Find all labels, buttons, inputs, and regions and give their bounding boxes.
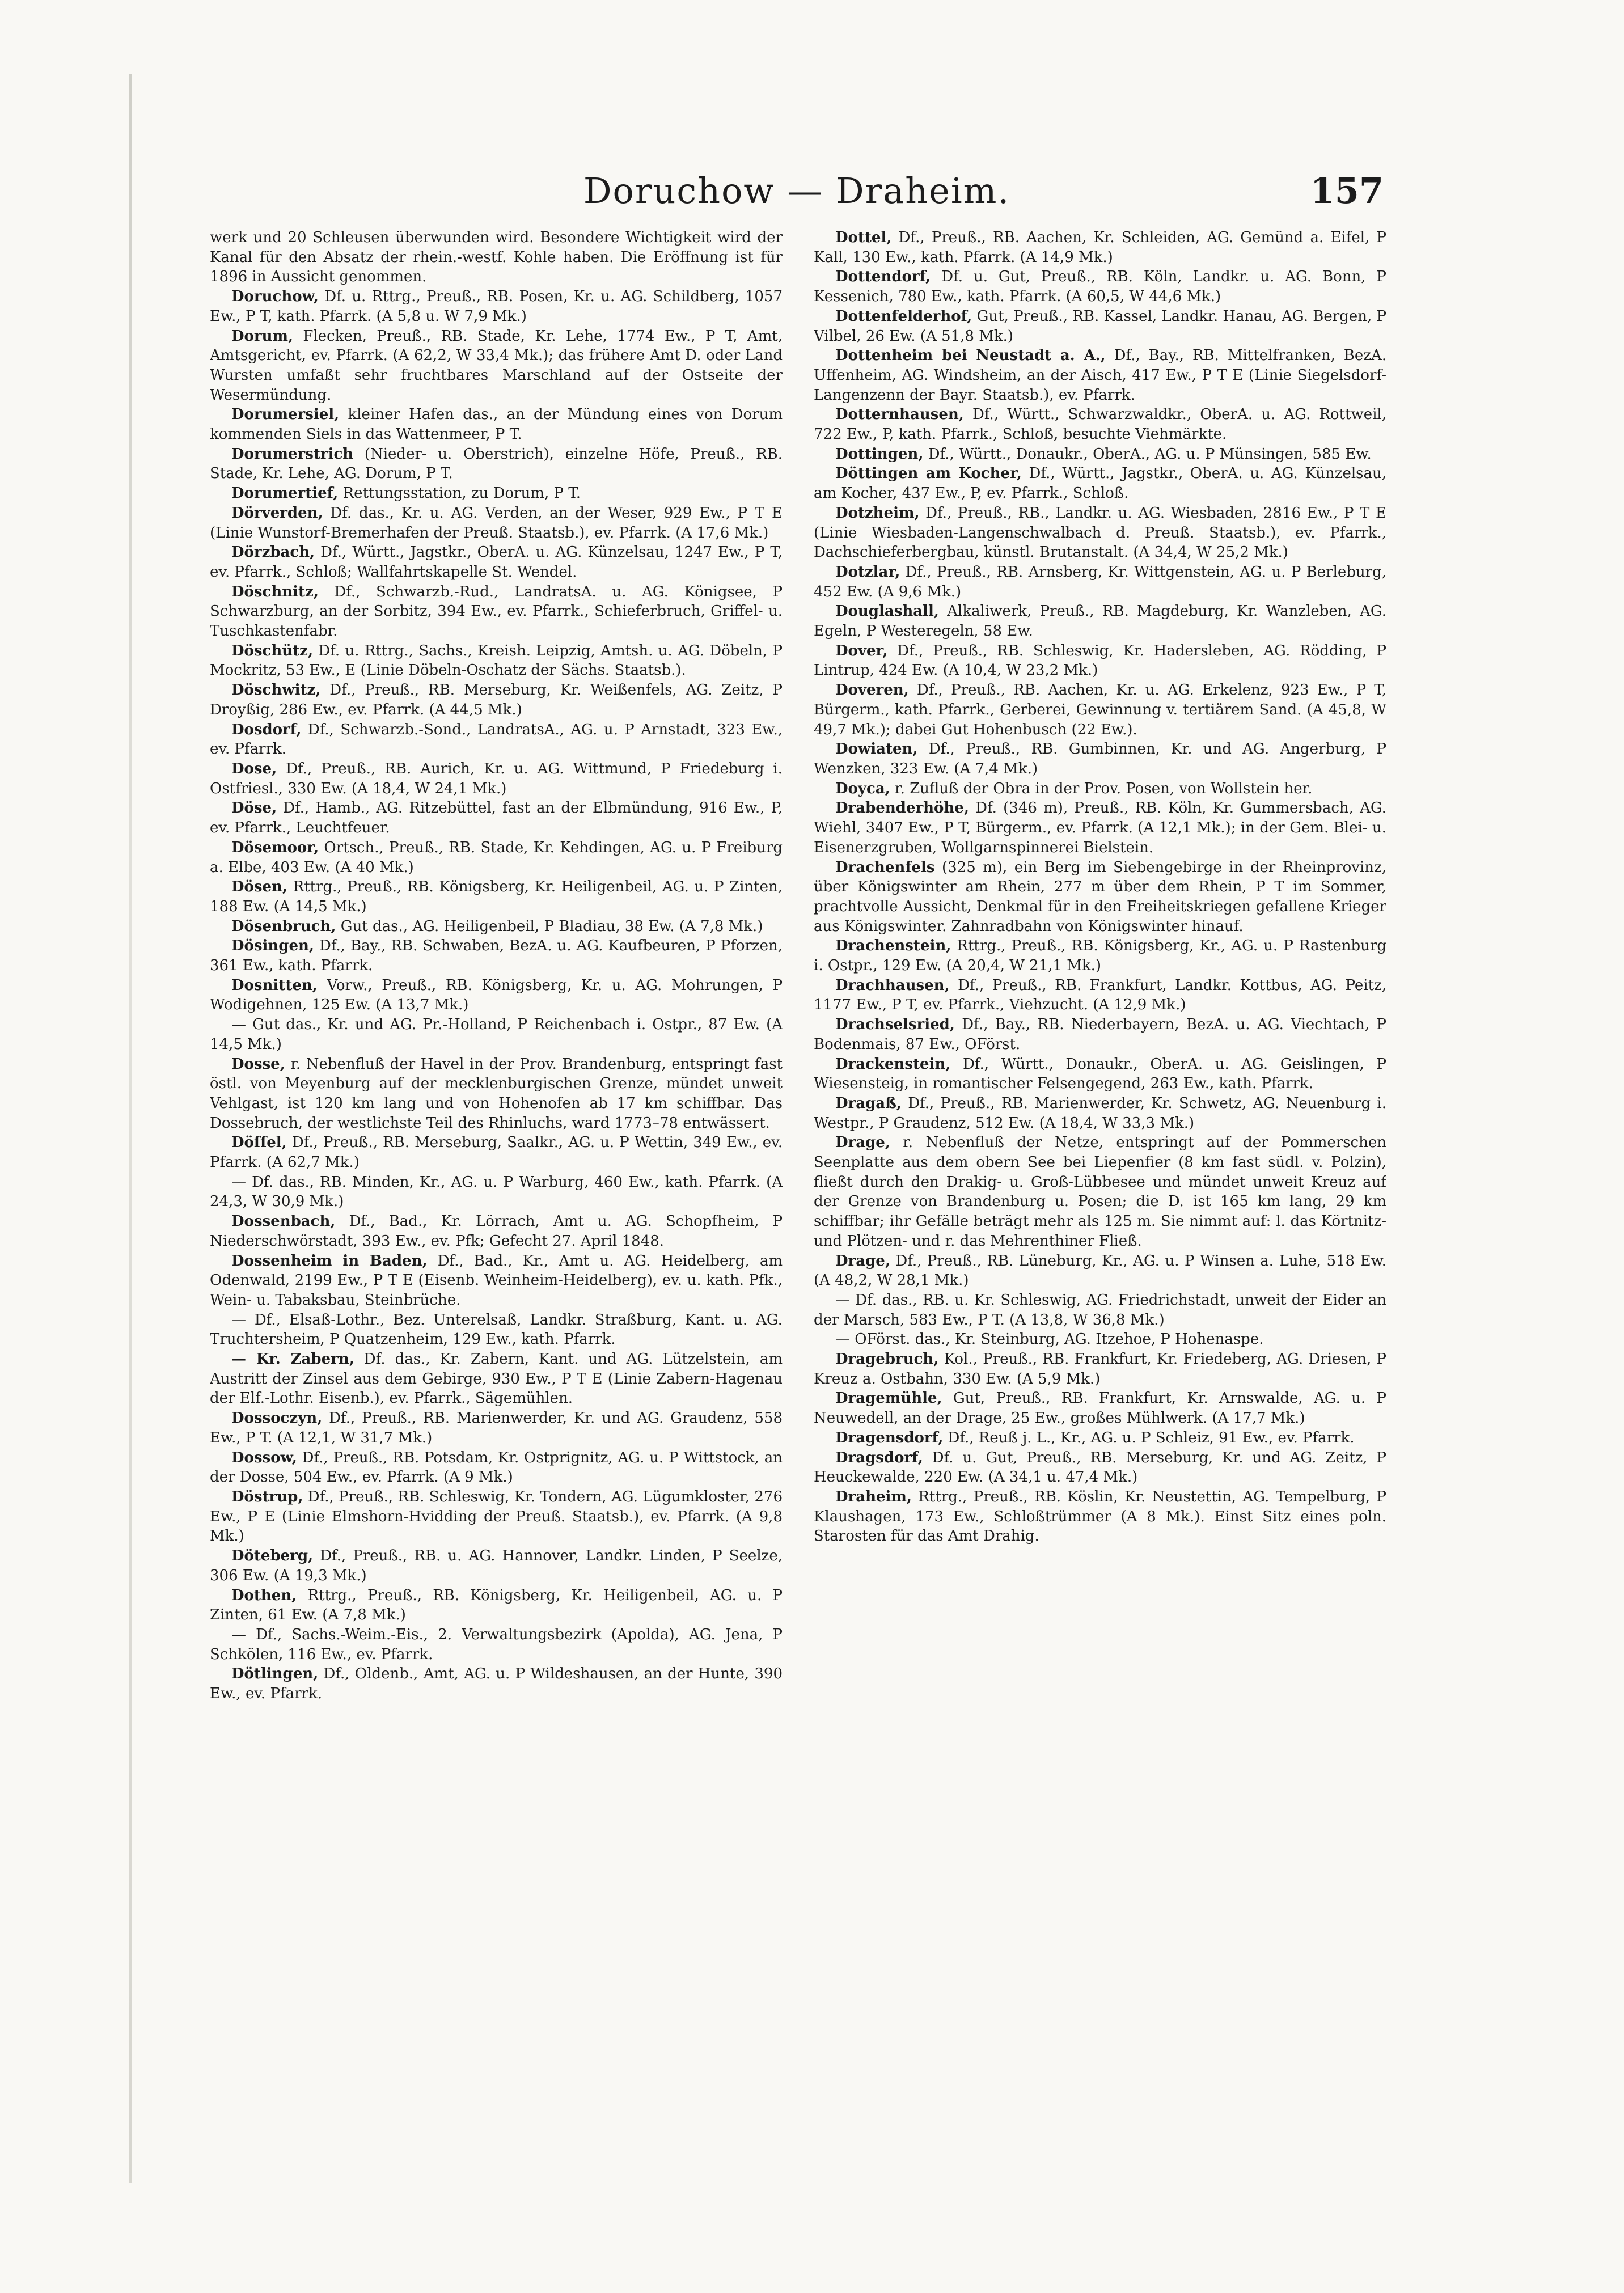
dictionary-entry: [210, 838, 783, 877]
entry-text: Df., Preuß., RB. Schleswig, Kr. Tondern, AG. Lügumkloster, 276 Ew., P E (Linie Elmshorn-Hvidding der Preuß. Staatsb.), ev. Pfarrk. (A 9,8 Mk.): [210, 1488, 783, 1545]
entry-headword: Döteberg,: [231, 1547, 314, 1565]
entry-headword: Dörzbach,: [231, 544, 315, 561]
dictionary-entry: [814, 562, 1386, 602]
entry-text: Df., Preuß., RB. Frankfurt, Landkr. Kottbus, AG. Peitz, 1177 Ew., P T, ev. Pfarrk., Viehzucht. (A 12,9 Mk.): [814, 976, 1386, 1014]
dictionary-entry: [210, 1015, 783, 1054]
entry-headword: Drage,: [835, 1252, 890, 1270]
dictionary-entry: [814, 228, 1386, 267]
dictionary-entry: [210, 228, 783, 287]
page-header: [210, 170, 1384, 221]
dictionary-entry: [210, 877, 783, 916]
entry-text: Df., Preuß., RB. Merseburg, Saalkr., AG. u. P Wettin, 349 Ew., ev. Pfarrk. (A 62,7 Mk.): [210, 1134, 783, 1171]
entry-text: Df., Preuß., RB. Marienwerder, Kr. und AG. Graudenz, 558 Ew., P T. (A 12,1, W 31,7 Mk.): [210, 1410, 783, 1446]
entry-headword: Dragsdorf,: [835, 1449, 923, 1466]
entry-text: Df., Preuß., RB., Landkr. u. AG. Wiesbaden, 2816 Ew., P T E (Linie Wiesbaden-Langenschwalbach d. Preuß. Staatsb.), ev. Pfarrk., Dachschieferbergbau, künstl. Brutanstalt. (A 34,4, W 25,2 Mk.): [814, 504, 1386, 561]
entry-text: Rttrg., Preuß., RB. Köslin, Kr. Neustettin, AG. Tempelburg, P Klaushagen, 173 Ew., Schloßtrümmer (A 8 Mk.). Einst Sitz eines poln. Starosten für das Amt Drahig.: [814, 1488, 1386, 1545]
entry-headword: Dösenbruch,: [231, 917, 336, 935]
entry-text: Gut, Preuß., RB. Kassel, Landkr. Hanau, AG. Bergen, P Vilbel, 26 Ew. (A 51,8 Mk.): [814, 307, 1386, 345]
entry-headword: Draheim,: [835, 1488, 912, 1505]
entry-text: Df., Preuß., RB. Aachen, Kr. Schleiden, AG. Gemünd a. Eifel, P Kall, 130 Ew., kath. Pfarrk. (A 14,9 Mk.): [814, 229, 1386, 266]
dictionary-entry: [210, 720, 783, 759]
entry-headword: Dösen,: [231, 878, 288, 896]
entry-text: Df., Bay., RB. Mittelfranken, BezA. Uffenheim, AG. Windsheim, an der Aisch, 417 Ew., P T E (Linie Siegelsdorf-Langenzenn der Bayr. Staatsb.), ev. Pfarrk.: [814, 347, 1386, 404]
entry-headword: Dragemühle,: [835, 1390, 942, 1407]
dictionary-entry: [210, 1173, 783, 1212]
entry-text: Df. u. Rttrg., Sachs., Kreish. Leipzig, Amtsh. u. AG. Döbeln, P Mockritz, 53 Ew., E (Linie Döbeln-Oschatz der Sächs. Staatsb.).: [210, 642, 783, 679]
entry-text: Df., Schwarzb.-Rud., LandratsA. u. AG. Königsee, P Schwarzburg, an der Sorbitz, 394 Ew., ev. Pfarrk., Schieferbruch, Griffel- u. Tuschkastenfabr.: [210, 583, 783, 640]
dictionary-entry: [814, 1487, 1386, 1546]
dictionary-entry: [210, 1349, 783, 1408]
entry-text: Df., Schwarzb.-Sond., LandratsA., AG. u. P Arnstadt, 323 Ew., ev. Pfarrk.: [210, 721, 783, 758]
dictionary-entry: [210, 504, 783, 543]
entry-headword: Dösingen,: [231, 937, 314, 955]
dictionary-entry: [210, 1586, 783, 1625]
entry-text: — Gut das., Kr. und AG. Pr.-Holland, P Reichenbach i. Ostpr., 87 Ew. (A 14,5 Mk.): [210, 1016, 783, 1053]
dictionary-entry: [814, 798, 1386, 857]
entry-text: Rttrg., Preuß., RB. Königsberg, Kr., AG. u. P Rastenburg i. Ostpr., 129 Ew. (A 20,4, W 21,1 Mk.): [814, 937, 1386, 975]
entry-text: Df. das., Kr. Zabern, Kant. und AG. Lützelstein, am Austritt der Zinsel aus dem Gebirge, 930 Ew., P T E (Linie Zabern-Hagenau der Elf.-Lothr. Eisenb.), ev. Pfarrk., Sägemühlen.: [210, 1351, 783, 1407]
entry-headword: Drachselsried,: [835, 1016, 955, 1034]
dictionary-entry: [814, 307, 1386, 346]
entry-headword: Drachenstein,: [835, 937, 951, 955]
dictionary-entry: [814, 936, 1386, 975]
entry-headword: Dothen,: [231, 1587, 297, 1604]
dictionary-entry: [210, 798, 783, 837]
dictionary-entry: [210, 976, 783, 1015]
dictionary-entry: [210, 1310, 783, 1349]
dictionary-entry: [210, 1448, 783, 1487]
entry-headword: Doveren,: [835, 682, 909, 699]
entry-text: Df. u. Rttrg., Preuß., RB. Posen, Kr. u. AG. Schildberg, 1057 Ew., P T, kath. Pfarrk. (A 5,8 u. W 7,9 Mk.): [210, 288, 783, 325]
entry-headword: Dottenheim bei Neustadt a. A.,: [835, 347, 1106, 365]
entry-headword: Dottenfelderhof,: [835, 307, 972, 325]
entry-headword: Drachenfels: [835, 858, 935, 876]
entry-text: Df., Bay., RB. Niederbayern, BezA. u. AG. Viechtach, P Bodenmais, 87 Ew., OFörst.: [814, 1016, 1386, 1053]
entry-text: (325 m), ein Berg im Siebengebirge in der Rheinprovinz, über Königswinter am Rhein, 277 m über dem Rhein, P T im Sommer, prachtvolle Aussicht, Denkmal für in den Freiheitskriegen gefallene Krieger aus Königswinter. Zahnradbahn von Königswinter hinauf.: [814, 858, 1386, 935]
dictionary-entry: [210, 1625, 783, 1664]
entry-headword: Dottel,: [835, 229, 892, 246]
entry-text: Df., Preuß., RB. Marienwerder, Kr. Schwetz, AG. Neuenburg i. Westpr., P Graudenz, 512 Ew. (A 18,4, W 33,3 Mk.): [814, 1094, 1386, 1132]
entry-text: Df., Hamb., AG. Ritzebüttel, fast an der Elbmündung, 916 Ew., P, ev. Pfarrk., Leuchtfeuer.: [210, 799, 783, 837]
entry-headword: Dorum,: [231, 327, 294, 345]
entry-headword: Dossenheim in Baden,: [231, 1252, 428, 1270]
entry-text: Df., Bay., RB. Schwaben, BezA. u. AG. Kaufbeuren, P Pforzen, 361 Ew., kath. Pfarrk.: [210, 937, 783, 975]
dictionary-entry: [210, 1133, 783, 1172]
entry-text: Df., Oldenb., Amt, AG. u. P Wildeshausen, an der Hunte, 390 Ew., ev. Pfarrk.: [210, 1665, 783, 1703]
entry-headword: Doyca,: [835, 780, 890, 797]
entry-headword: Dossoczyn,: [231, 1410, 323, 1427]
entry-headword: Dorumertief,: [231, 485, 339, 502]
entry-headword: Dragaß,: [835, 1094, 902, 1112]
entry-headword: Döschütz,: [231, 642, 313, 659]
entry-headword: Dose,: [231, 760, 277, 777]
entry-text: Df., Württ., Donaukr., OberA., AG. u. P Münsingen, 585 Ew.: [923, 445, 1372, 463]
dictionary-entry: [814, 405, 1386, 444]
dictionary-entry: [814, 1133, 1386, 1251]
entry-headword: Döstrup,: [231, 1488, 303, 1505]
entry-headword: Döschwitz,: [231, 682, 321, 699]
dictionary-entry: [814, 602, 1386, 641]
dictionary-entry: [210, 1546, 783, 1585]
entry-text: Df., Preuß., RB. Potsdam, Kr. Ostprignitz, AG. u. P Wittstock, an der Dosse, 504 Ew., ev. Pfarrk. (A 9 Mk.): [210, 1449, 783, 1486]
dictionary-entry: [210, 1251, 783, 1310]
entry-text: Df., Preuß., RB. Lüneburg, Kr., AG. u. P Winsen a. Luhe, 518 Ew. (A 48,2, W 28,1 Mk.): [814, 1252, 1386, 1289]
dictionary-entry: [210, 327, 783, 405]
dictionary-entry: [814, 1389, 1386, 1428]
entry-text: Rttrg., Preuß., RB. Königsberg, Kr. Heiligenbeil, AG. u. P Zinten, 188 Ew. (A 14,5 Mk.): [210, 878, 783, 915]
dictionary-entry: [210, 1487, 783, 1546]
entry-headword: Dötlingen,: [231, 1665, 319, 1683]
entry-text: Df., Württ., Schwarzwaldkr., OberA. u. AG. Rottweil, 722 Ew., P, kath. Pfarrk., Schloß, besuchte Viehmärkte.: [814, 406, 1386, 443]
dictionary-entry: [814, 1428, 1386, 1448]
dictionary-entry: [814, 739, 1386, 779]
entry-text: — OFörst. das., Kr. Steinburg, AG. Itzehoe, P Hohenaspe.: [835, 1331, 1264, 1348]
dictionary-entry: [814, 267, 1386, 306]
dictionary-entry: [210, 1212, 783, 1251]
dictionary-entry: [814, 1055, 1386, 1094]
entry-headword: Dover,: [835, 642, 888, 659]
entry-headword: Dotzheim,: [835, 504, 920, 522]
entry-headword: Dosdorf,: [231, 721, 302, 738]
entry-text: Df., Reuß j. L., Kr., AG. u. P Schleiz, 91 Ew., ev. Pfarrk.: [943, 1429, 1355, 1446]
dictionary-entry: [814, 680, 1386, 739]
entry-headword: Drackenstein,: [835, 1055, 951, 1073]
entry-text: Df., Bad., Kr. Lörrach, Amt u. AG. Schopfheim, P Niederschwörstadt, 393 Ew., ev. Pfk; Gefecht 27. April 1848.: [210, 1213, 783, 1250]
dictionary-entry: [814, 1330, 1386, 1349]
dictionary-entry: [210, 936, 783, 975]
dictionary-entry: [814, 1015, 1386, 1054]
entry-text: Alkaliwerk, Preuß., RB. Magdeburg, Kr. Wanzleben, AG. Egeln, P Westeregeln, 58 Ew.: [814, 603, 1386, 640]
entry-text: — Df., Sachs.-Weim.-Eis., 2. Verwaltungsbezirk (Apolda), AG. Jena, P Schkölen, 116 Ew., ev. Pfarrk.: [210, 1626, 783, 1663]
dictionary-entry: [814, 1094, 1386, 1133]
dictionary-entry: [814, 1251, 1386, 1291]
entry-text: Df., Preuß., RB. Aachen, Kr. u. AG. Erkelenz, 923 Ew., P T, Bürgerm., kath. Pfarrk., Gerberei, Gewinnung v. tertiärem Sand. (A 45,8, W 49,7 Mk.); dabei Gut Hohenbusch (22 Ew.).: [814, 682, 1386, 738]
entry-text: Df., Württ., Donaukr., OberA. u. AG. Geislingen, P Wiesensteig, in romantischer Felsengegend, 263 Ew., kath. Pfarrk.: [814, 1055, 1386, 1093]
dictionary-entry: [210, 641, 783, 680]
entry-headword: Dottendorf,: [835, 268, 931, 286]
dictionary-entry: [814, 976, 1386, 1015]
entry-text: Df., Preuß., RB. Aurich, Kr. u. AG. Wittmund, P Friedeburg i. Ostfriesl., 330 Ew. (A 18,4, W 24,1 Mk.): [210, 760, 783, 797]
book-spine-shadow: [129, 74, 132, 2183]
entry-text: Df., Württ., Jagstkr., OberA. u. AG. Künzelsau, 1247 Ew., P T, ev. Pfarrk., Schloß; Wallfahrtskapelle St. Wendel.: [210, 544, 783, 581]
dictionary-entry: [210, 405, 783, 444]
dictionary-entry: [814, 464, 1386, 503]
dictionary-entry: [814, 504, 1386, 562]
entry-text: Vorw., Preuß., RB. Königsberg, Kr. u. AG. Mohrungen, P Wodigehnen, 125 Ew. (A 13,7 Mk.): [210, 976, 783, 1014]
page-title: Doruchow — Draheim.: [583, 170, 1010, 211]
entry-headword: Dottingen,: [835, 445, 924, 463]
entry-text: Kol., Preuß., RB. Frankfurt, Kr. Friedeberg, AG. Driesen, P Kreuz a. Ostbahn, 330 Ew. (A 5,9 Mk.): [814, 1351, 1386, 1387]
dictionary-entry: [210, 1408, 783, 1448]
dictionary-entry: [210, 1664, 783, 1703]
dictionary-entry: [210, 445, 783, 484]
entry-text: — Df. das., RB. Minden, Kr., AG. u. P Warburg, 460 Ew., kath. Pfarrk. (A 24,3, W 30,9 Mk.): [210, 1173, 783, 1211]
entry-headword: Drabenderhöhe,: [835, 799, 969, 817]
dictionary-entry: [814, 1448, 1386, 1487]
entry-text: Df., Württ., Jagstkr., OberA. u. AG. Künzelsau, am Kocher, 437 Ew., P, ev. Pfarrk., Schloß.: [814, 465, 1386, 502]
dictionary-entry: [210, 287, 783, 326]
entry-text: r. Nebenfluß der Netze, entspringt auf der Pommerschen Seenplatte aus dem obern See bei Liepenfier (8 km fast südl. v. Polzin), fließt durch den Drakig- u. Groß-Lübbesee und mündet unweit Kreuz auf der Grenze von Brandenburg u. Posen; die D. ist 165 km lang, 29 km schiffbar; ihr Gefälle beträgt mehr als 125 m. Sie nimmt auf: l. das Körtnitz- und Plötzen- und r. das Mehrenthiner Fließ.: [814, 1134, 1386, 1250]
entry-headword: Doruchow,: [231, 288, 319, 306]
entry-headword: Dotzlar,: [835, 563, 900, 581]
entry-text: Df., Preuß., RB. Arnsberg, Kr. Wittgenstein, AG. u. P Berleburg, 452 Ew. (A 9,6 Mk.): [814, 563, 1386, 600]
dictionary-entry: [814, 445, 1386, 464]
dictionary-entry: [210, 543, 783, 582]
page-number: 157: [1310, 170, 1384, 211]
dictionary-entry: [814, 1291, 1386, 1330]
entry-headword: Dossow,: [231, 1449, 297, 1466]
entry-text: Df., Preuß., RB. Merseburg, Kr. Weißenfels, AG. Zeitz, P Droyßig, 286 Ew., ev. Pfarrk. (A 44,5 Mk.): [210, 682, 783, 718]
entry-text: Flecken, Preuß., RB. Stade, Kr. Lehe, 1774 Ew., P T, Amt, Amtsgericht, ev. Pfarrk. (A 62,2, W 33,4 Mk.); das frühere Amt D. oder Land Wursten umfaßt sehr fruchtbares Marschland auf der Ostseite der Wesermündung.: [210, 327, 783, 404]
dictionary-entry: [814, 858, 1386, 937]
dictionary-entry: [210, 759, 783, 798]
dictionary-entry: [210, 917, 783, 937]
entry-text: — Df., Elsaß-Lothr., Bez. Unterelsaß, Landkr. Straßburg, Kant. u. AG. Truchtersheim, P Quatzenheim, 129 Ew., kath. Pfarrk.: [210, 1311, 783, 1348]
entry-text: — Df. das., RB. u. Kr. Schleswig, AG. Friedrichstadt, unweit der Eider an der Marsch, 583 Ew., P T. (A 13,8, W 36,8 Mk.): [814, 1291, 1386, 1329]
entry-headword: Döttingen am Kocher,: [835, 465, 1022, 483]
entry-headword: Döse,: [231, 799, 277, 817]
dictionary-entry: [814, 641, 1386, 680]
entry-headword: Drage,: [835, 1134, 890, 1152]
entry-headword: Dragebruch,: [835, 1351, 939, 1368]
entry-text: Df. u. Gut, Preuß., RB. Merseburg, Kr. und AG. Zeitz, P Heuckewalde, 220 Ew. (A 34,1 u. 47,4 Mk.): [814, 1449, 1386, 1486]
entry-text: Gut, Preuß., RB. Frankfurt, Kr. Arnswalde, AG. u. P Neuwedell, an der Drage, 25 Ew., großes Mühlwerk. (A 17,7 Mk.): [814, 1390, 1386, 1427]
entry-text: Ortsch., Preuß., RB. Stade, Kr. Kehdingen, AG. u. P Freiburg a. Elbe, 403 Ew. (A 40 Mk.): [210, 839, 783, 876]
right-column: [814, 228, 1386, 2247]
entry-headword: Dowiaten,: [835, 741, 918, 758]
entry-text: Df., Preuß., RB. u. AG. Hannover, Landkr. Linden, P Seelze, 306 Ew. (A 19,3 Mk.): [210, 1547, 783, 1584]
entry-headword: Dorumerstrich: [231, 445, 354, 463]
entry-text: Gut das., AG. Heiligenbeil, P Bladiau, 38 Ew. (A 7,8 Mk.): [336, 917, 763, 935]
entry-headword: Dorumersiel,: [231, 406, 340, 424]
entry-text: Df. (346 m), Preuß., RB. Köln, Kr. Gummersbach, AG. Wiehl, 3407 Ew., P T, Bürgerm., ev. Pfarrk. (A 12,1 Mk.); in der Gem. Blei- u. Eisenerzgruben, Wollgarnspinnerei Bielstein.: [814, 799, 1386, 856]
entry-headword: Dörverden,: [231, 504, 323, 522]
entry-headword: Döſſel,: [231, 1134, 287, 1152]
entry-text: Rttrg., Preuß., RB. Königsberg, Kr. Heiligenbeil, AG. u. P Zinten, 61 Ew. (A 7,8 Mk.): [210, 1587, 783, 1624]
left-column: [210, 228, 783, 2247]
entry-text: Df. das., Kr. u. AG. Verden, an der Weser, 929 Ew., P T E (Linie Wunstorf-Bremerhafen der Preuß. Staatsb.), ev. Pfarrk. (A 17,6 Mk.): [210, 504, 783, 541]
entry-headword: Dösemoor,: [231, 839, 319, 856]
entry-headword: Dotternhausen,: [835, 406, 964, 424]
entry-text: Df., Preuß., RB. Schleswig, Kr. Hadersleben, AG. Rödding, P Lintrup, 424 Ew. (A 10,4, W 23,2 Mk.): [814, 642, 1386, 679]
dictionary-entry: [210, 1055, 783, 1133]
entry-headword: Dosnitten,: [231, 976, 318, 994]
entry-text: r. Zufluß der Obra in der Prov. Posen, von Wollstein her.: [890, 780, 1313, 797]
entry-headword: — Kr. Zabern,: [231, 1351, 354, 1368]
dictionary-entry: [814, 346, 1386, 405]
entry-text: kleiner Hafen das., an der Mündung eines von Dorum kommenden Siels in das Wattenmeer, P T.: [210, 406, 783, 443]
entry-headword: Döschnitz,: [231, 583, 319, 600]
dictionary-entry: [814, 779, 1386, 799]
entry-headword: Dosse,: [231, 1055, 285, 1073]
entry-text: Rettungsstation, zu Dorum, P T.: [338, 485, 581, 502]
entry-headword: Drachhausen,: [835, 976, 950, 994]
entry-headword: Dragensdorf,: [835, 1429, 944, 1446]
entry-text: Df. u. Gut, Preuß., RB. Köln, Landkr. u. AG. Bonn, P Kessenich, 780 Ew., kath. Pfarrk. (A 60,5, W 44,6 Mk.): [814, 268, 1386, 306]
dictionary-entry: [210, 680, 783, 720]
dictionary-entry: [210, 484, 783, 504]
entry-headword: Douglashall,: [835, 603, 939, 620]
entry-text: r. Nebenfluß der Havel in der Prov. Brandenburg, entspringt fast östl. von Meyenburg auf der mecklenburgischen Grenze, mündet unweit Vehlgast, ist 120 km lang und von Hohenofen ab 17 km schiffbar. Das Dossebruch, der westlichste Teil des Rhinluchs, ward 1773–78 entwässert.: [210, 1055, 783, 1132]
entry-text: Df., Bad., Kr., Amt u. AG. Heidelberg, am Odenwald, 2199 Ew., P T E (Eisenb. Weinheim-Heidelberg), ev. u. kath. Pfk., Wein- u. Tabaksbau, Steinbrüche.: [210, 1252, 783, 1309]
entry-headword: Dossenbach,: [231, 1213, 336, 1230]
dictionary-entry: [210, 582, 783, 641]
entry-text: werk und 20 Schleusen überwunden wird. Besondere Wichtigkeit wird der Kanal für den Absatz der rhein.-westf. Kohle haben. Die Eröffnung ist für 1896 in Aussicht genommen.: [210, 229, 783, 286]
entry-text: Df., Preuß., RB. Gumbinnen, Kr. und AG. Angerburg, P Wenzken, 323 Ew. (A 7,4 Mk.): [814, 741, 1386, 777]
entry-text: (Nieder- u. Oberstrich), einzelne Höfe, Preuß., RB. Stade, Kr. Lehe, AG. Dorum, P T.: [210, 445, 783, 483]
dictionary-entry: [814, 1349, 1386, 1389]
